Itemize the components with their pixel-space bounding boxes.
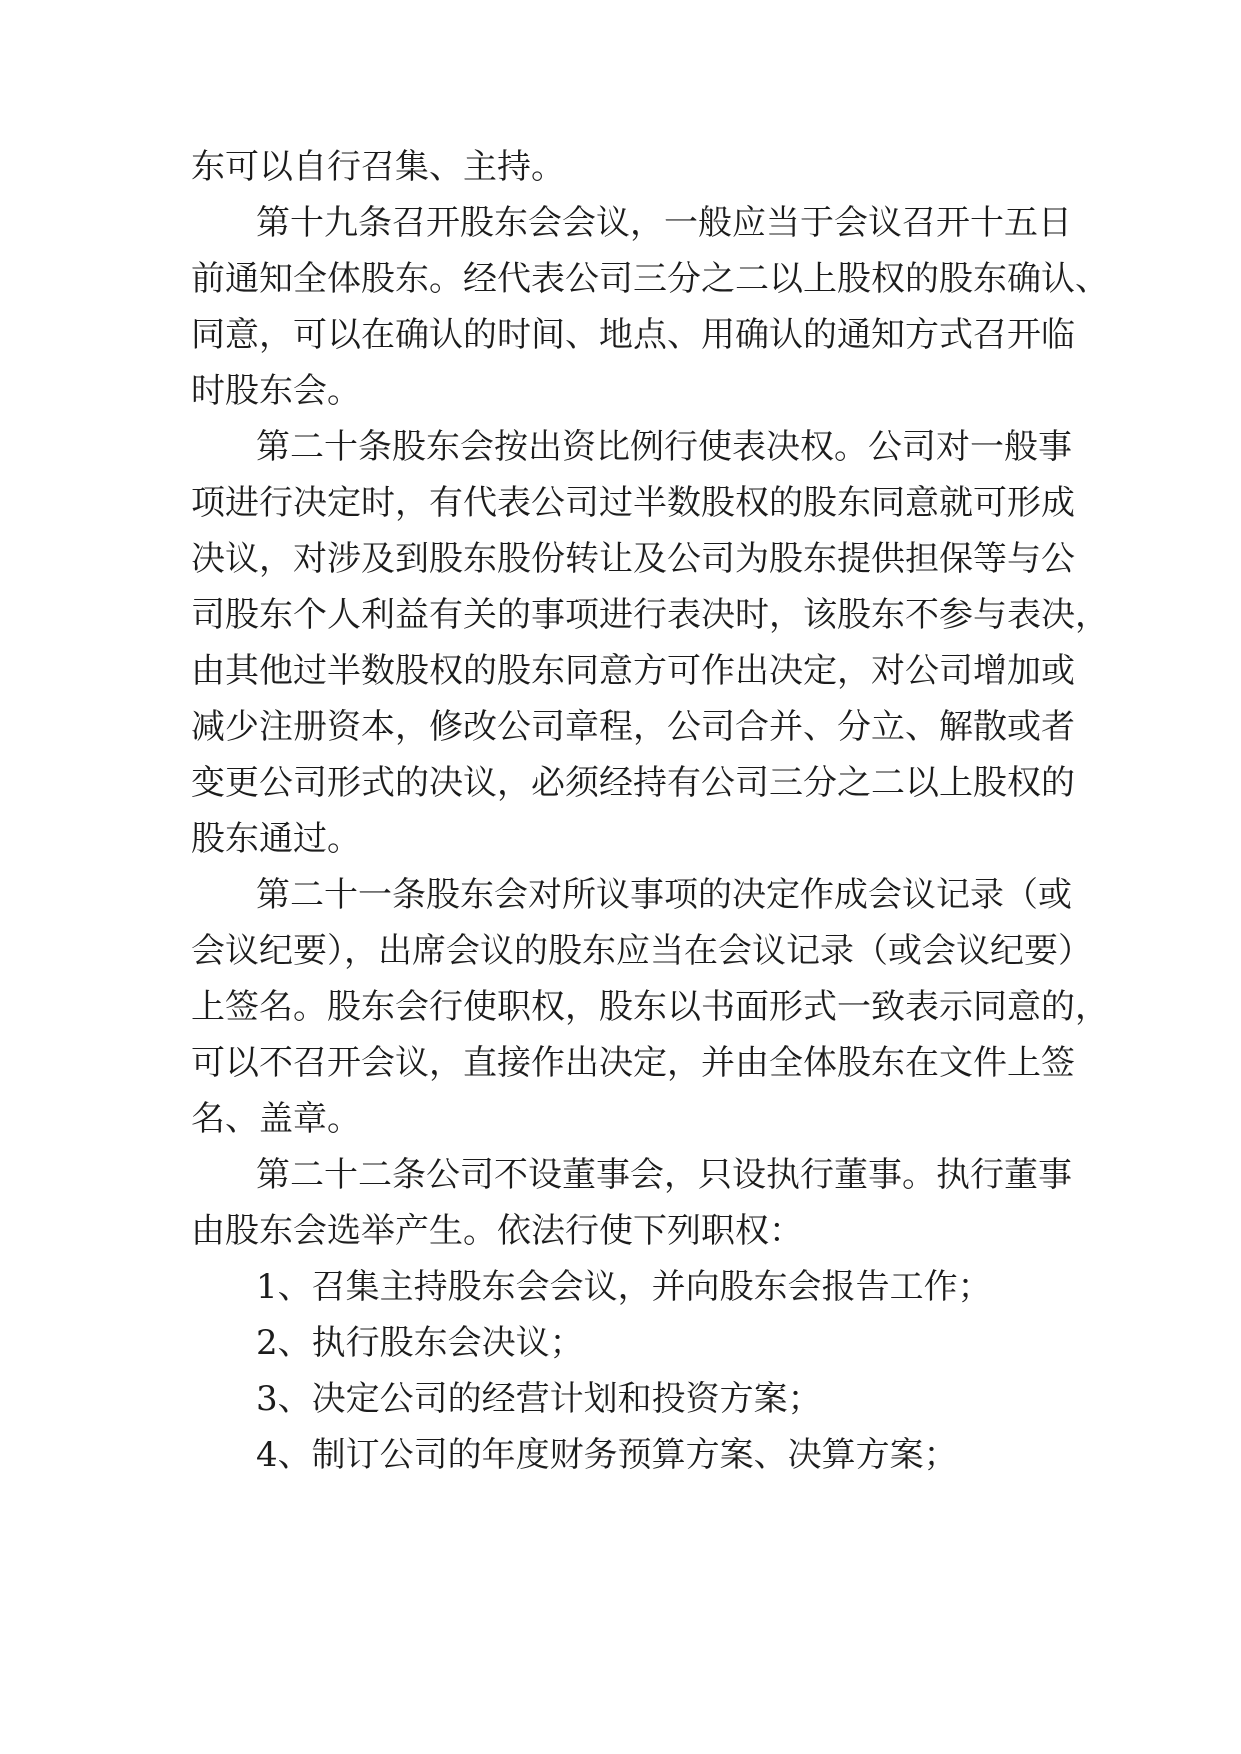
text-line: 第二十一条股东会对所议事项的决定作成会议记录（或 bbox=[256, 875, 1072, 915]
list-item: 4、制订公司的年度财务预算方案、决算方案； bbox=[256, 1435, 958, 1475]
list-item: 1、召集主持股东会会议，并向股东会报告工作； bbox=[256, 1267, 992, 1307]
text-line: 会议纪要），出席会议的股东应当在会议记录（或会议纪要） bbox=[191, 931, 1092, 971]
list-item: 2、执行股东会决议； bbox=[256, 1323, 584, 1363]
text-line: 时股东会。 bbox=[191, 371, 361, 411]
text-line: 变更公司形式的决议，必须经持有公司三分之二以上股权的 bbox=[191, 763, 1075, 803]
text-line: 名、盖章。 bbox=[191, 1099, 361, 1139]
text-line: 前通知全体股东。经代表公司三分之二以上股权的股东确认、 bbox=[191, 259, 1109, 299]
text-line: 由股东会选举产生。依法行使下列职权： bbox=[191, 1211, 803, 1251]
text-line: 项进行决定时，有代表公司过半数股权的股东同意就可形成 bbox=[191, 483, 1075, 523]
text-line: 东可以自行召集、主持。 bbox=[191, 147, 565, 187]
list-item: 3、决定公司的经营计划和投资方案； bbox=[256, 1379, 822, 1419]
text-line: 股东通过。 bbox=[191, 819, 361, 859]
text-line: 由其他过半数股权的股东同意方可作出决定，对公司增加或 bbox=[191, 651, 1075, 691]
text-line: 第二十条股东会按出资比例行使表决权。公司对一般事 bbox=[256, 427, 1072, 467]
text-line: 第十九条召开股东会会议，一般应当于会议召开十五日 bbox=[256, 203, 1072, 243]
text-line: 减少注册资本，修改公司章程，公司合并、分立、解散或者 bbox=[191, 707, 1075, 747]
text-line: 司股东个人利益有关的事项进行表决时，该股东不参与表决， bbox=[191, 595, 1109, 635]
text-line: 同意，可以在确认的时间、地点、用确认的通知方式召开临 bbox=[191, 315, 1075, 355]
text-line: 上签名。股东会行使职权，股东以书面形式一致表示同意的， bbox=[191, 987, 1109, 1027]
text-line: 第二十二条公司不设董事会，只设执行董事。执行董事 bbox=[256, 1155, 1072, 1195]
text-line: 可以不召开会议，直接作出决定，并由全体股东在文件上签 bbox=[191, 1043, 1075, 1083]
text-line: 决议，对涉及到股东股份转让及公司为股东提供担保等与公 bbox=[191, 539, 1075, 579]
